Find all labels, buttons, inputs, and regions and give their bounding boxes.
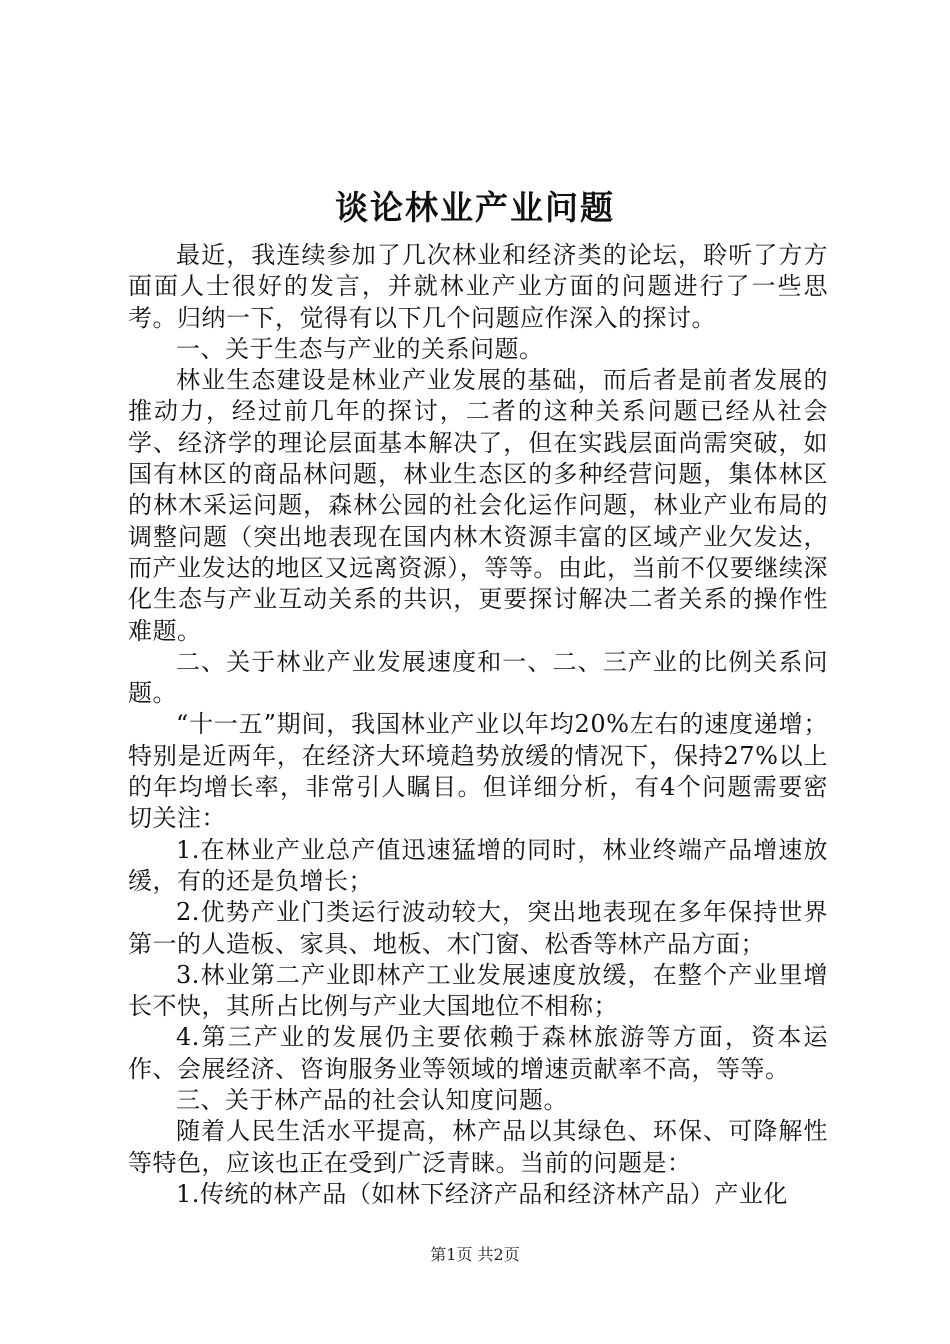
paragraph: 林业生态建设是林业产业发展的基础，而后者是前者发展的推动力，经过前几年的探讨，二者的这种关系问题已经从社会学、经济学的理论层面基本解决了，但在实践层面尚需突破，如国有林区的商品林问题，林业生态区的多种经营问题，集体林区的林木采运问题，森林公园的社会化运作问题，林业产业布局的调整问题（突出地表现在国内林木资源丰富的区域产业欠发达，而产业发达的地区又远离资源），等等。由此，当前不仅要继续深化生态与产业互动关系的共识，更要探讨解决二者关系的操作性难题。 [128,366,828,645]
page-footer: 第1页 共2页 [430,1245,520,1264]
paragraph: 随着人民生活水平提高，林产品以其绿色、环保、可降解性等特色，应该也正在受到广泛青睐。当前的问题是： [128,1117,828,1177]
paragraph: “十一五”期间，我国林业产业以年均20%左右的速度递增；特别是近两年，在经济大环境趋势放缓的情况下，保持27%以上的年均增长率，非常引人瞩目。但详细分析，有4个问题需要密切关注： [128,710,828,833]
list-item: 1.传统的林产品（如林下经济产品和经济林产品）产业化 [176,1179,788,1208]
section-heading-2: 二、关于林业产业发展速度和一、二、三产业的比例关系问题。 [128,647,828,708]
document-title: 谈论林业产业问题 [335,188,615,227]
paragraph-intro: 最近，我连续参加了几次林业和经济类的论坛，聆听了方方面面人士很好的发言，并就林业产业方面的问题进行了一些思考。归纳一下，觉得有以下几个问题应作深入的探讨。 [128,241,828,332]
list-item: 2.优势产业门类运行波动较大，突出地表现在多年保持世界第一的人造板、家具、地板、木门窗、松香等林产品方面； [128,898,828,958]
section-heading-1: 一、关于生态与产业的关系问题。 [176,334,544,363]
list-item: 1.在林业产业总产值迅速猛增的同时，林业终端产品增速放缓，有的还是负增长； [128,835,828,895]
document-body [128,240,828,1210]
section-heading-3: 三、关于林产品的社会认知度问题。 [176,1086,568,1115]
list-item: 4.第三产业的发展仍主要依赖于森林旅游等方面，资本运作、会展经济、咨询服务业等领域的增速贡献率不高，等等。 [128,1023,828,1083]
list-item: 3.林业第二产业即林产工业发展速度放缓，在整个产业里增长不快，其所占比例与产业大国地位不相称； [128,960,828,1021]
